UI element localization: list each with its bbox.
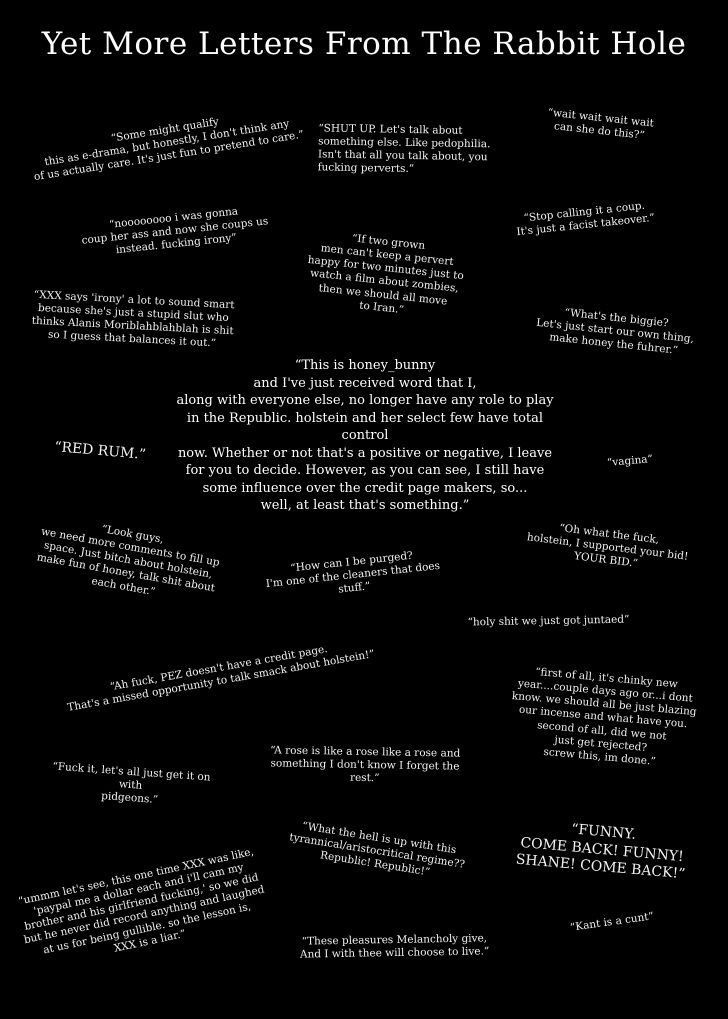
- letter-note: “Ah fuck, PEZ doesn't have a credit page. That's a missed opportunity to talk smack about holstein!”: [66, 643, 376, 715]
- letter-note: “RED RUM.”: [53, 439, 147, 463]
- letter-note: “What's the biggie? Let's just start our own thing, make honey the fuhrer.”: [535, 306, 695, 357]
- letter-note: “A rose is like a rose like a rose and something I don't know I forget the rest.”: [270, 744, 461, 785]
- letter-note: “noooooooo i was gonna coup her ass and now she coups us instead. fucking irony”: [81, 205, 269, 257]
- letter-note: “Some might qualify this as e-drama, but honestly, I don't think any of us actually care. It's just fun to pretend to care.”: [33, 115, 305, 184]
- letter-note: “Oh what the fuck, holstein, I supported your bid! YOUR BID.”: [526, 522, 689, 571]
- letter-note: “These pleasures Melancholy give, And I with thee will choose to live.”: [299, 932, 490, 961]
- letter-note: “vagina”: [606, 453, 654, 469]
- letter-note: “If two grown men can't keep a pervert happy for two minutes just to watch a film about zombies, then we should all move to Iran.”: [307, 232, 465, 316]
- letter-note: “holy shit we just got juntaed”: [467, 613, 630, 629]
- letter-note: “XXX says 'irony' a lot to sound smart because she's just a stupid slut who thinks Alanis Moriblahblahblah is shit so I guess that balances it out.”: [31, 288, 235, 350]
- letter-note: “Stop calling it a coup. It's just a facist takeover.”: [515, 199, 656, 239]
- letter-note: “Fuck it, let's all just get it on with pidgeons.”: [52, 760, 211, 807]
- letter-note: “What the hell is up with this tyrannical/aristocritical regime?? Republic! Republic!”: [288, 820, 466, 879]
- letter-note: “Look guys, we need more comments to fill up space. Just bitch about holstein, make fun of honey, talk shit about each other.”: [35, 523, 221, 598]
- letter-note: “FUNNY. COME BACK! FUNNY! SHANE! COME BACK!”: [515, 821, 686, 883]
- letter-note: “ummm let's see, this one time XXX was like, 'paypal me a dollar each and i'll cam my brother and his girlfriend fucking,' so we did but he never did record anything and laughed at us for being gullible. so the lesson is, XXX is a liar.”: [17, 845, 266, 956]
- letter-note: “How can I be purged? I'm one of the cleaners that does stuff.”: [265, 549, 441, 596]
- letter-note: “SHUT UP. Let's talk about something else. Like pedophilia. Isn't that all you talk about, you fucking perverts.”: [317, 122, 491, 176]
- main-letter: “This is honey_bunny and I've just received word that I, along with everyone else, no longer have any role to play in the Republic. holstein and her select few have total control now. Whether or not that's a positive or negative, I leave for you to decide. However, as you can see, I still have some influence over the credit page makers, so... well, at least that's something.”: [176, 358, 554, 514]
- letter-note: “wait wait wait wait can she do this?”: [547, 106, 655, 142]
- letter-note: “Kant is a cunt”: [569, 910, 655, 934]
- letter-note: “first of all, it's chinky new year....couple days ago or...i dont know. we should all be just blazing our incense and what have you. second of all, did we not just get rejected? screw this, im done.”: [511, 665, 698, 768]
- page-title: Yet More Letters From The Rabbit Hole: [41, 26, 687, 62]
